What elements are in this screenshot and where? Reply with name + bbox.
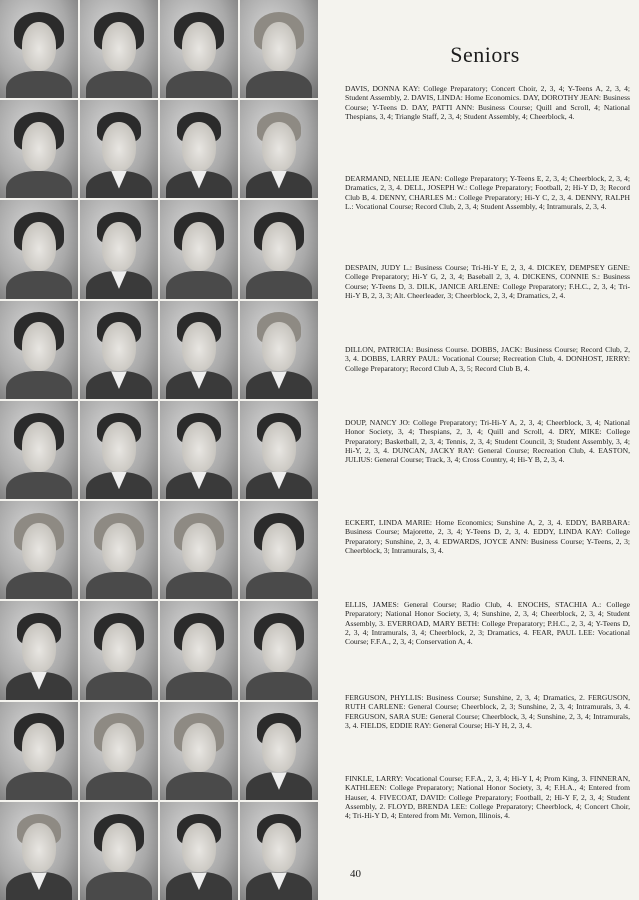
student-portrait-photo [0, 100, 78, 198]
senior-entry-group-7: ELLIS, JAMES: General Course; Radio Club, 4. ENOCHS, STACHIA A.: College Preparatory; National Honor Society, 3, 4; Sunshine, 2, 3, 4; Cheerblock, 2, 3, 4; Student Assembly, 3. EVERROAD, MARY BETH: College Preparatory; P.H.C., 2, 3, 4; Y-Teens D, 2, 3, 4; Intramurals, 3, 4; Cheerblock, 2, 3; Dramatics, 4. FEAR, PAUL LEE: Vocational Course; F.F.A., 2, 3, 4; Conservation A, 4. [345, 600, 630, 647]
student-portrait-photo [160, 802, 238, 900]
senior-entry-group-3: DESPAIN, JUDY L.: Business Course; Tri-Hi-Y E, 2, 3, 4. DICKEY, DEMPSEY GENE: College Preparatory; Hi-Y G, 2, 3, 4; Baseball 2, 3, 4. DICKENS, CONNIE S.: Business Course; Y-Teens D, 3. DILK, JANICE ARLENE: College Preparatory; F.H.C., 2, 3, 4; Tri-Hi-Y B, 2, 3, 3; Alt. Cheerleader, 3; Cheerblock, 2, 3, 4; Dramatics, 2, 4. [345, 263, 630, 300]
page-number: 40 [350, 868, 361, 880]
student-portrait-photo [80, 0, 158, 98]
student-portrait-photo [160, 0, 238, 98]
student-portrait-photo [0, 802, 78, 900]
student-portrait-photo [0, 702, 78, 800]
text-column [340, 0, 630, 900]
student-portrait-photo [80, 702, 158, 800]
senior-entry-group-6: ECKERT, LINDA MARIE: Home Economics; Sunshine A, 2, 3, 4. EDDY, BARBARA: Business Course; Majorette, 2, 3, 4; Y-Teens D, 2, 3, 4. EDDY, LINDA KAY: College Preparatory; Sunshine, 2, 3, 4. EDWARDS, JOYCE ANN: Business Course; Y-Teens, 2, 3; Cheerblock, 3; Intramurals, 3, 4. [345, 518, 630, 555]
senior-entry-group-2: DEARMAND, NELLIE JEAN: College Preparatory; Y-Teens E, 2, 3, 4; Cheerblock, 2, 3, 4; Dramatics, 2, 3, 4. DELL, JOSEPH W.: College Preparatory; Football, 2; Hi-Y D, 3; Record Club B, 4. DENNY, CHARLES M.: College Preparatory; Hi-Y C, 2, 3, 4. DENNY, RALPH L.: Vocational Course; Record Club, 2, 3, 4; Student Assembly, 4; Intramurals, 2, 3, 4. [345, 174, 630, 211]
student-portrait-photo [160, 200, 238, 298]
student-portrait-photo [240, 601, 318, 699]
student-portrait-photo [80, 802, 158, 900]
student-portrait-photo [80, 301, 158, 399]
student-portrait-photo [0, 401, 78, 499]
student-portrait-photo [80, 100, 158, 198]
student-portrait-photo [240, 200, 318, 298]
student-portrait-photo [80, 601, 158, 699]
student-portrait-photo [0, 301, 78, 399]
student-portrait-photo [240, 501, 318, 599]
student-portrait-photo [80, 200, 158, 298]
senior-entry-group-8: FERGUSON, PHYLLIS: Business Course; Sunshine, 2, 3, 4; Dramatics, 2. FERGUSON, RUTH CARLENE: General Course; Cheerblock, 2, 3; Sunshine, 2, 3, 4; Intramurals, 3, 4. FERGUSON, SARA SUE: General Course; Cheerblock, 3, 4; Sunshine, 2, 3, 4; Intramurals, 3, 4. FIELDS, EDDIE RAY: General Course; Hi-Y H, 2, 3, 4. [345, 693, 630, 730]
student-portrait-photo [160, 401, 238, 499]
student-portrait-photo [80, 401, 158, 499]
student-portrait-photo [0, 0, 78, 98]
senior-entry-group-1: DAVIS, DONNA KAY: College Preparatory; Concert Choir, 2, 3, 4; Y-Teens A, 2, 3, 4; Student Assembly, 2. DAVIS, LINDA: Home Economics. DAY, DOROTHY JEAN: Business Course; Y-Teens D. DAY, PATTI ANN: Business Course; Quill and Scroll, 4; National Thespians, 3, 4; Triangle Staff, 2, 3, 4; Student Assembly, 4; Cheerblock, 4. [345, 84, 630, 121]
senior-entry-group-4: DILLON, PATRICIA: Business Course. DOBBS, JACK: Business Course; Record Club, 2, 3, 4. DOBBS, LARRY PAUL: Vocational Course; Recreation Club, 4. DONHOST, JERRY: College Preparatory; Record Club A, 3, 5; Record Club B, 4. [345, 345, 630, 373]
student-portrait-photo [0, 200, 78, 298]
student-portrait-photo [240, 301, 318, 399]
portrait-grid [0, 0, 318, 900]
student-portrait-photo [240, 100, 318, 198]
student-portrait-photo [160, 601, 238, 699]
student-portrait-photo [240, 0, 318, 98]
student-portrait-photo [240, 401, 318, 499]
student-portrait-photo [160, 301, 238, 399]
student-portrait-photo [160, 501, 238, 599]
senior-entry-group-5: DOUP, NANCY JO: College Preparatory; Tri-Hi-Y A, 2, 3, 4; Cheerblock, 3, 4; National Honor Society, 3, 4; Thespians, 2, 3, 4; Quill and Scroll, 4. DRY, MIKE: College Preparatory; Basketball, 2, 3, 4; Tennis, 2, 3, 4; Student Council, 3; Student Assembly, 3, 4; Hi-Y, 2, 3, 4. DUNCAN, JACKY RAY: General Course; Recreation Club, 4. EASTON, JULIUS: General Course; Track, 3, 4; Cross Country, 4; Hi-Y B, 2, 3, 4. [345, 418, 630, 465]
student-portrait-photo [160, 100, 238, 198]
student-portrait-photo [0, 601, 78, 699]
student-portrait-photo [240, 802, 318, 900]
student-portrait-photo [80, 501, 158, 599]
student-portrait-photo [240, 702, 318, 800]
section-title: Seniors [450, 42, 520, 67]
student-portrait-photo [0, 501, 78, 599]
senior-entry-group-9: FINKLE, LARRY: Vocational Course; F.F.A., 2, 3, 4; Hi-Y I, 4; Prom King, 3. FINNERAN, KATHLEEN: College Preparatory; National Honor Society, 3, 4; F.H.A., 4; Entered from Hauser, 4. FIVECOAT, DAVID: College Preparatory; Football, 2; Hi-Y F, 2, 3, 4; Student Assembly, 2. FLOYD, BRENDA LEE: College Preparatory; Cheerblock, 4; Concert Choir, 4; Tri-Hi-Y D, 4; Entered from Mt. Vernon, Illinois, 4. [345, 774, 630, 821]
student-portrait-photo [160, 702, 238, 800]
